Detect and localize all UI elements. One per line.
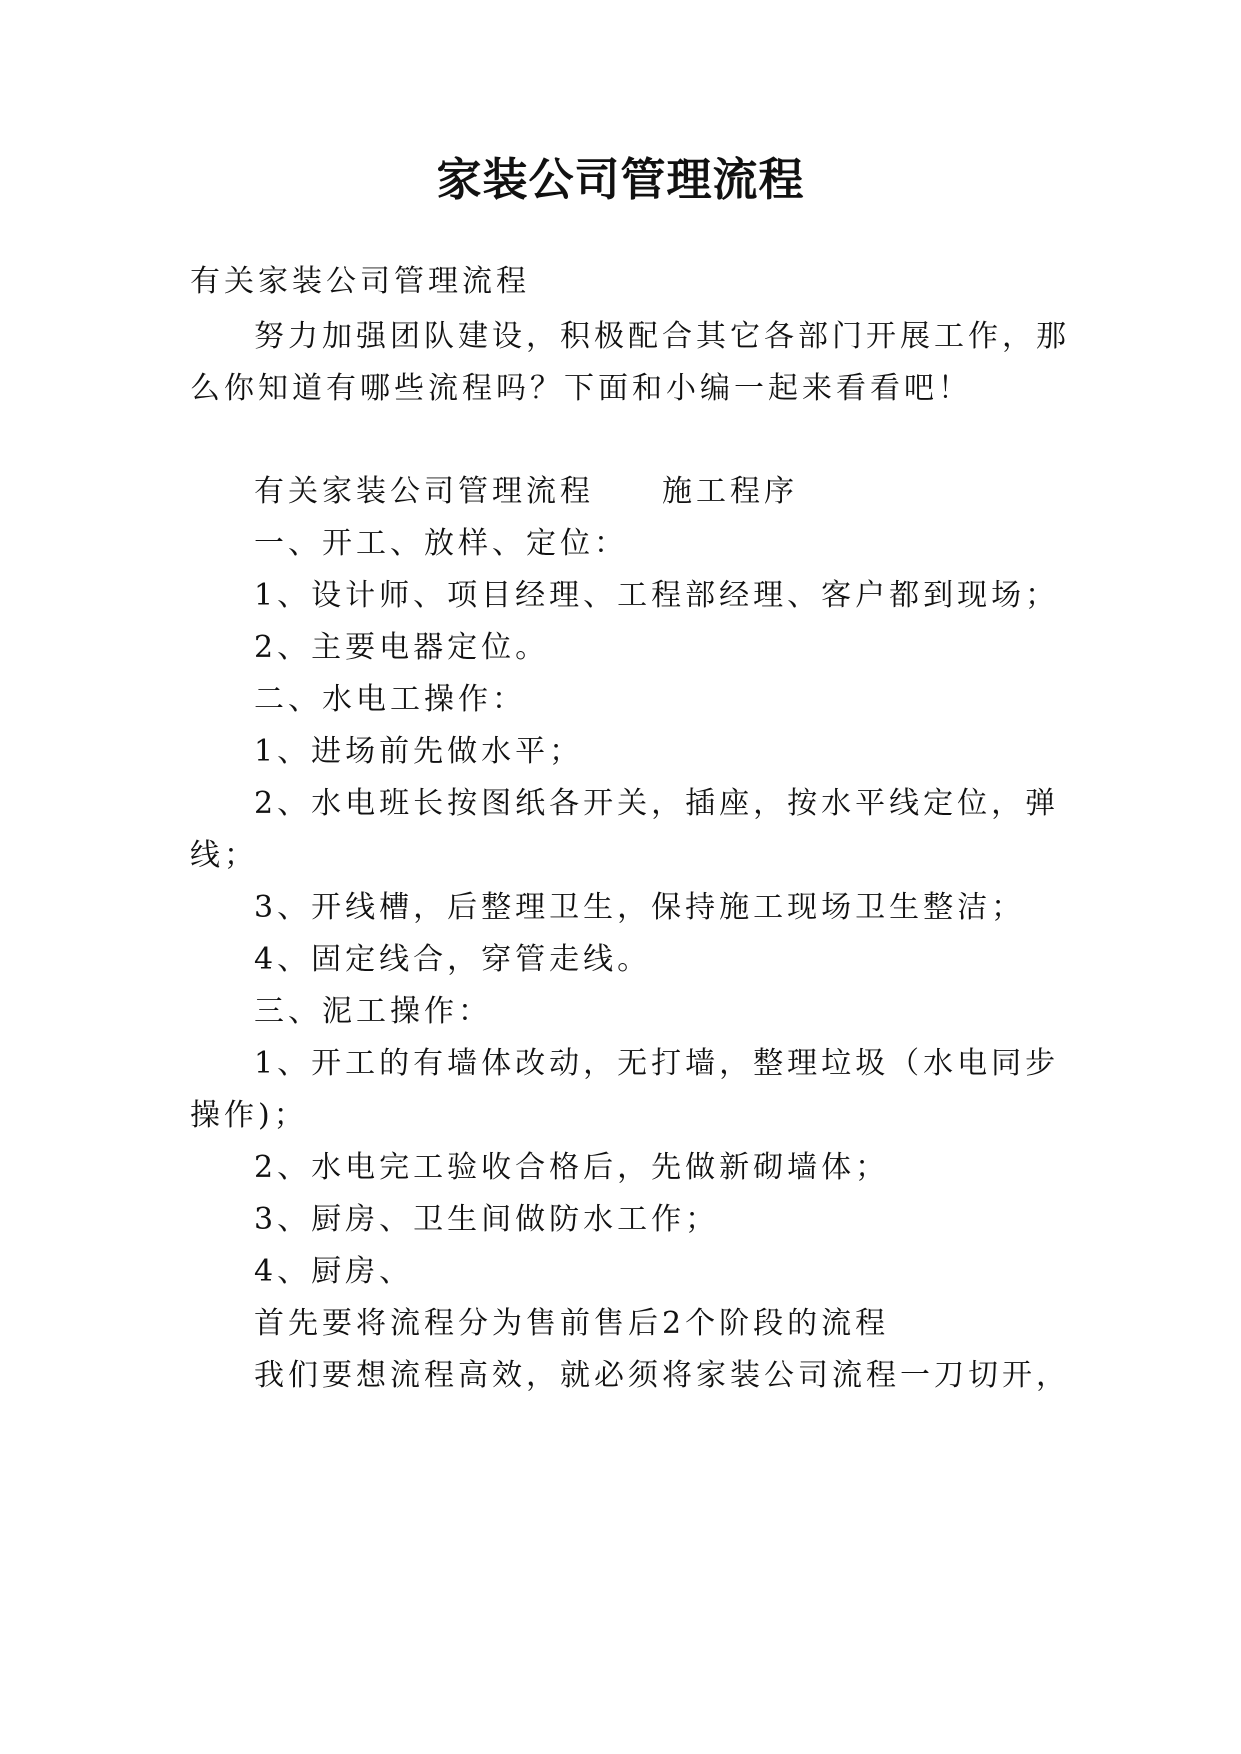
paragraph-line: 我们要想流程高效，就必须将家装公司流程一刀切开， — [254, 1358, 1070, 1393]
step-item-continued: 操作)； — [190, 1098, 308, 1133]
step-heading-2: 二、水电工操作： — [254, 682, 526, 717]
intro-paragraph-line-2: 么你知道有哪些流程吗？下面和小编一起来看看吧！ — [190, 371, 972, 406]
step-item: 4、厨房、 — [254, 1254, 414, 1289]
document-title: 家装公司管理流程 — [436, 153, 805, 206]
step-item: 3、开线槽，后整理卫生，保持施工现场卫生整洁； — [254, 890, 1026, 925]
step-item: 1、开工的有墙体改动，无打墙，整理垃圾（水电同步 — [254, 1046, 1060, 1081]
step-item: 2、水电完工验收合格后，先做新砌墙体； — [254, 1150, 890, 1185]
step-heading-1: 一、开工、放样、定位： — [254, 526, 628, 561]
step-item: 3、厨房、卫生间做防水工作； — [254, 1202, 720, 1237]
step-item: 1、进场前先做水平； — [254, 734, 584, 769]
step-item-continued: 线； — [190, 838, 258, 873]
step-item: 1、设计师、项目经理、工程部经理、客户都到现场； — [254, 578, 1060, 613]
step-item: 2、主要电器定位。 — [254, 630, 550, 665]
section-heading: 有关家装公司管理流程 施工程序 — [254, 474, 798, 509]
paragraph-line: 首先要将流程分为售前售后2个阶段的流程 — [254, 1306, 890, 1341]
intro-heading: 有关家装公司管理流程 — [190, 264, 530, 299]
step-item: 2、水电班长按图纸各开关，插座，按水平线定位，弹 — [254, 786, 1060, 821]
step-heading-3: 三、泥工操作： — [254, 994, 492, 1029]
intro-paragraph-line-1: 努力加强团队建设，积极配合其它各部门开展工作，那 — [254, 319, 1070, 354]
step-item: 4、固定线合，穿管走线。 — [254, 942, 652, 977]
